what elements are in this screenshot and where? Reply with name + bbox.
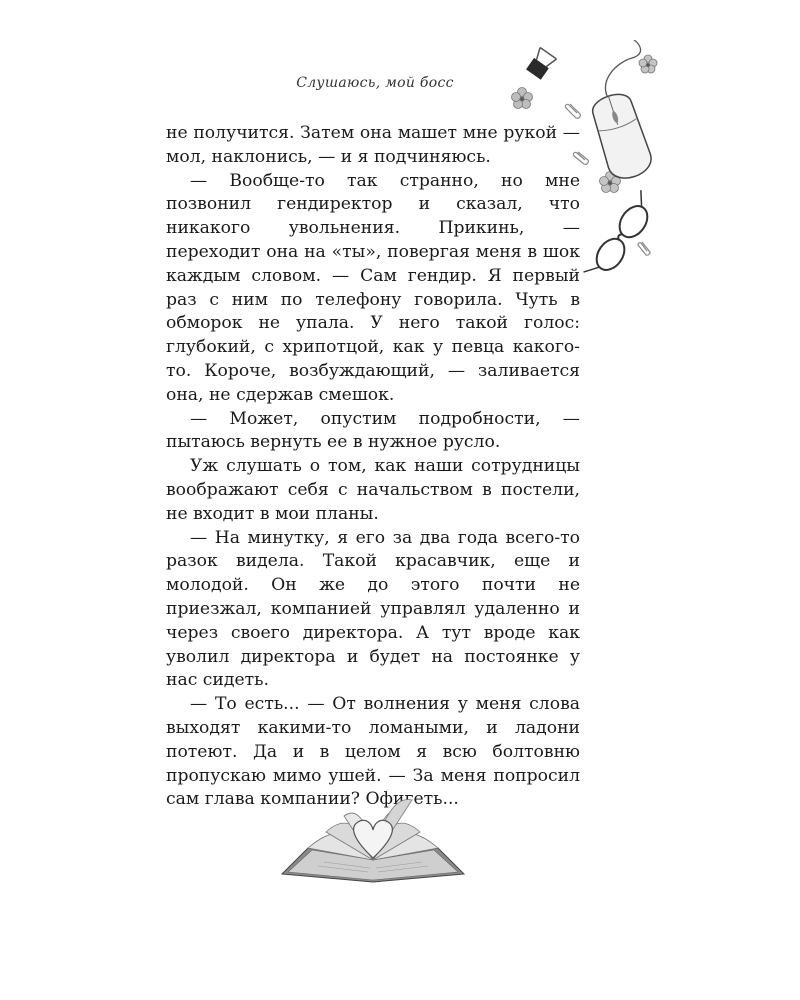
paragraph: — На минутку, я его за два года всего-то разок видела. Такой красавчик, еще и молодой. Он же до этого почти не приезжал, компанией управлял удаленно и через своего директора. А тут вроде как уволил директора и будет на постоянке у нас сидеть. [166, 527, 580, 691]
paper-clip-icon [565, 104, 580, 118]
open-book-heart-icon [278, 792, 468, 884]
body-text [166, 122, 580, 812]
eyeglasses-icon [583, 190, 660, 280]
flower-icon [512, 88, 533, 109]
paper-clip-icon [638, 242, 650, 255]
paragraph: Уж слушать о том, как наши сотрудницы воображают себя с начальством в постели, не входит в мои планы. [166, 456, 580, 524]
running-head: Слушаюсь, мой босс [296, 75, 454, 91]
paragraph: не получится. Затем она машет мне рукой — мол, наклонись, — и я подчиняюсь. [166, 123, 580, 167]
paragraph: — Может, опустим подробности, — пытаюсь вернуть ее в нужное русло. [166, 408, 580, 453]
paragraph: — Вообще-то так странно, но мне позвонил гендиректор и сказал, что никакого увольнения. Прикинь, — переходит она на «ты», повергая меня в шок каждым словом. — Сам гендир. Я первый раз с ним по телефону говорила. Чуть в обморок не упала. У него такой голос: глубокий, с хрипотцой, как у певца какого-то. Короче, возбуждающий, — заливается она, не сдержав смешок. [166, 170, 580, 405]
computer-mouse-icon [587, 89, 655, 183]
paragraph: — То есть... — От волнения у меня слова выходят какими-то ломаными, и ладони потеют. Да и в целом я всю болтовню пропускаю мимо ушей. — За меня попросил сам глава компании? Офигеть... [166, 694, 580, 810]
binder-clip-icon [525, 48, 556, 81]
flower-icon [639, 55, 657, 73]
